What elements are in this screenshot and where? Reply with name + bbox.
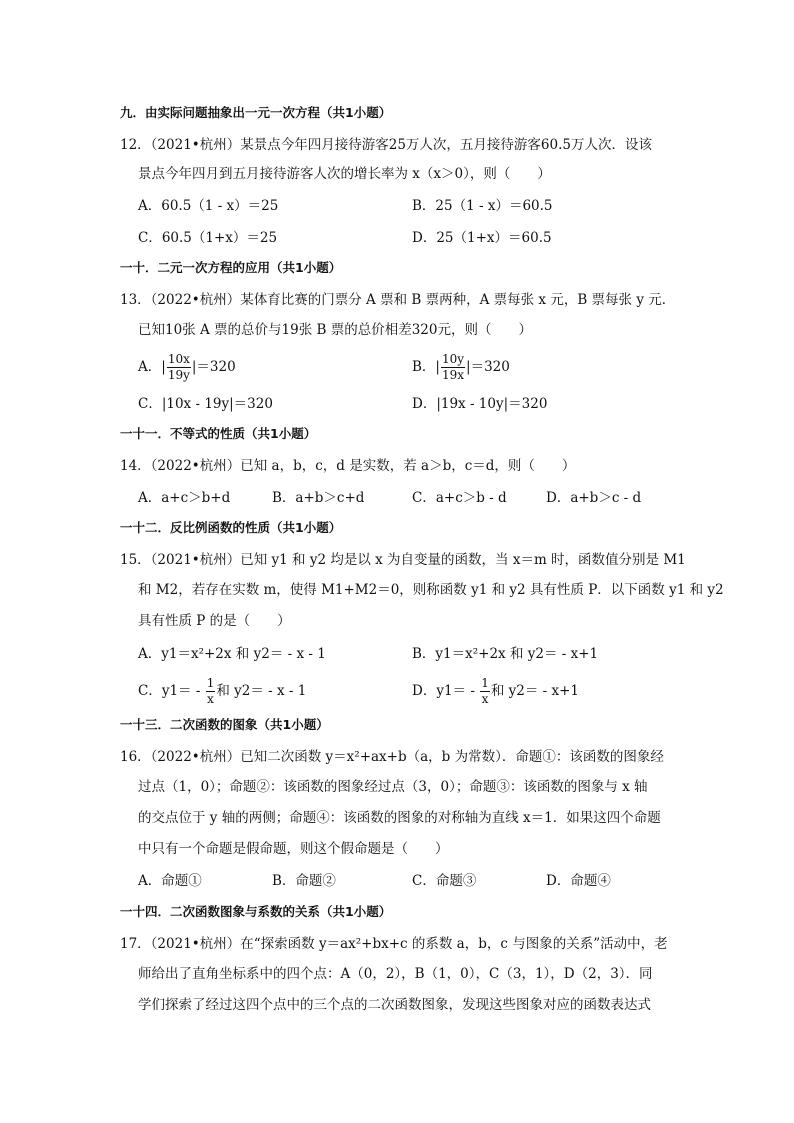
q15-option-b: B．y1＝x²+2x 和 y2＝ - x+1 [412, 646, 599, 662]
q16-option-d: D．命题④ [546, 873, 611, 889]
section-heading-14: 一十四．二次函数图象与系数的关系（共1小题） [120, 904, 392, 919]
section-heading-11: 一十一．不等式的性质（共1小题） [120, 426, 317, 441]
q14-option-d: D．a+b＞c - d [546, 490, 642, 506]
q12-option-b: B．25（1 - x）＝60.5 [412, 198, 553, 214]
q13-option-a: A．| $\frac{10x}{19y}$ |＝320 [138, 352, 236, 382]
q16-stem-line2: 过点（1，0）；命题②：该函数的图象经过点（3，0）；命题③：该函数的图象与 x 轴 [138, 779, 648, 795]
q15-option-a: A．y1＝x²+2x 和 y2＝ - x - 1 [138, 646, 326, 662]
q16-option-c: C．命题③ [412, 873, 477, 889]
q16-stem-line4: 中只有一个命题是假命题，则这个假命题是（ ） [138, 841, 449, 857]
q13-stem-line2: 已知10张 A 票的总价与19张 B 票的总价相差320元，则（ ） [138, 322, 532, 338]
q12-option-d: D．25（1+x）＝60.5 [412, 230, 552, 246]
q12-stem-line2: 景点今年四月到五月接待游客人次的增长率为 x（x＞0），则（ ） [138, 166, 551, 182]
q13-option-d: D．|19x - 10y|＝320 [412, 396, 548, 412]
q15-stem-line3: 具有性质 P 的是（ ） [138, 613, 291, 629]
q12-option-a: A．60.5（1 - x）＝25 [138, 198, 279, 214]
q15-option-c-fraction: $\frac{1}{x}$ [206, 676, 215, 706]
q15-option-c: C．y1＝ - $\frac{1}{x}$ 和 y2＝ - x - 1 [138, 676, 307, 706]
q16-option-a: A．命题① [138, 873, 202, 889]
q17-stem-line1: 17．（2021•杭州）在“探索函数 y＝ax²+bx+c 的系数 a，b，c 与图象的关系”活动中，老 [120, 936, 668, 952]
q15-stem-line1: 15．（2021•杭州）已知 y1 和 y2 均是以 x 为自变量的函数，当 x＝m 时，函数值分别是 M1 [120, 552, 686, 568]
q16-option-b: B．命题② [272, 873, 336, 889]
q16-stem-line1: 16．（2022•杭州）已知二次函数 y＝x²+ax+b（a，b 为常数）．命题①：该函数的图象经 [120, 749, 664, 765]
q15-option-d-fraction: $\frac{1}{x}$ [481, 676, 489, 706]
section-heading-10: 一十．二元一次方程的应用（共1小题） [120, 260, 342, 275]
q12-stem-line1: 12．（2021•杭州）某景点今年四月接待游客25万人次，五月接待游客60.5万人次．设该 [120, 137, 652, 153]
q15-option-d: D．y1＝ - $\frac{1}{x}$ 和 y2＝ - x+1 [412, 676, 579, 706]
q14-stem-line1: 14．（2022•杭州）已知 a，b，c，d 是实数，若 a＞b，c＝d，则（ ） [120, 458, 576, 474]
section-heading-9: 九．由实际问题抽象出一元一次方程（共1小题） [120, 105, 392, 120]
q13-stem-line1: 13．（2022•杭州）某体育比赛的门票分 A 票和 B 票两种，A 票每张 x 元，B 票每张 y 元． [120, 292, 676, 308]
q14-option-b: B．a+b＞c+d [272, 490, 365, 506]
q13-option-b: B．| $\frac{10y}{19x}$ |＝320 [412, 352, 510, 382]
q13-option-a-fraction: $\frac{10x}{19y}$ [167, 352, 190, 382]
q13-option-b-fraction: $\frac{10y}{19x}$ [441, 352, 465, 382]
q16-stem-line3: 的交点位于 y 轴的两侧；命题④：该函数的图象的对称轴为直线 x＝1．如果这四个命题 [138, 810, 661, 826]
section-heading-12: 一十二．反比例函数的性质（共1小题） [120, 520, 342, 535]
q14-option-c: C．a+c＞b - d [412, 490, 507, 506]
q17-stem-line3: 学们探索了经过这四个点中的三个点的二次函数图象，发现这些图象对应的函数表达式 [138, 997, 651, 1013]
q12-option-c: C．60.5（1+x）＝25 [138, 230, 278, 246]
q15-stem-line2: 和 M2，若存在实数 m，使得 M1+M2＝0，则称函数 y1 和 y2 具有性质 P．以下函数 y1 和 y2 [138, 582, 724, 598]
section-heading-13: 一十三．二次函数的图象（共1小题） [120, 717, 329, 732]
q17-stem-line2: 师给出了直角坐标系中的四个点：A（0，2），B（1，0），C（3，1），D（2，3）．同 [138, 966, 653, 982]
q14-option-a: A．a+c＞b+d [138, 490, 231, 506]
q13-option-c: C．|10x - 19y|＝320 [138, 396, 273, 412]
